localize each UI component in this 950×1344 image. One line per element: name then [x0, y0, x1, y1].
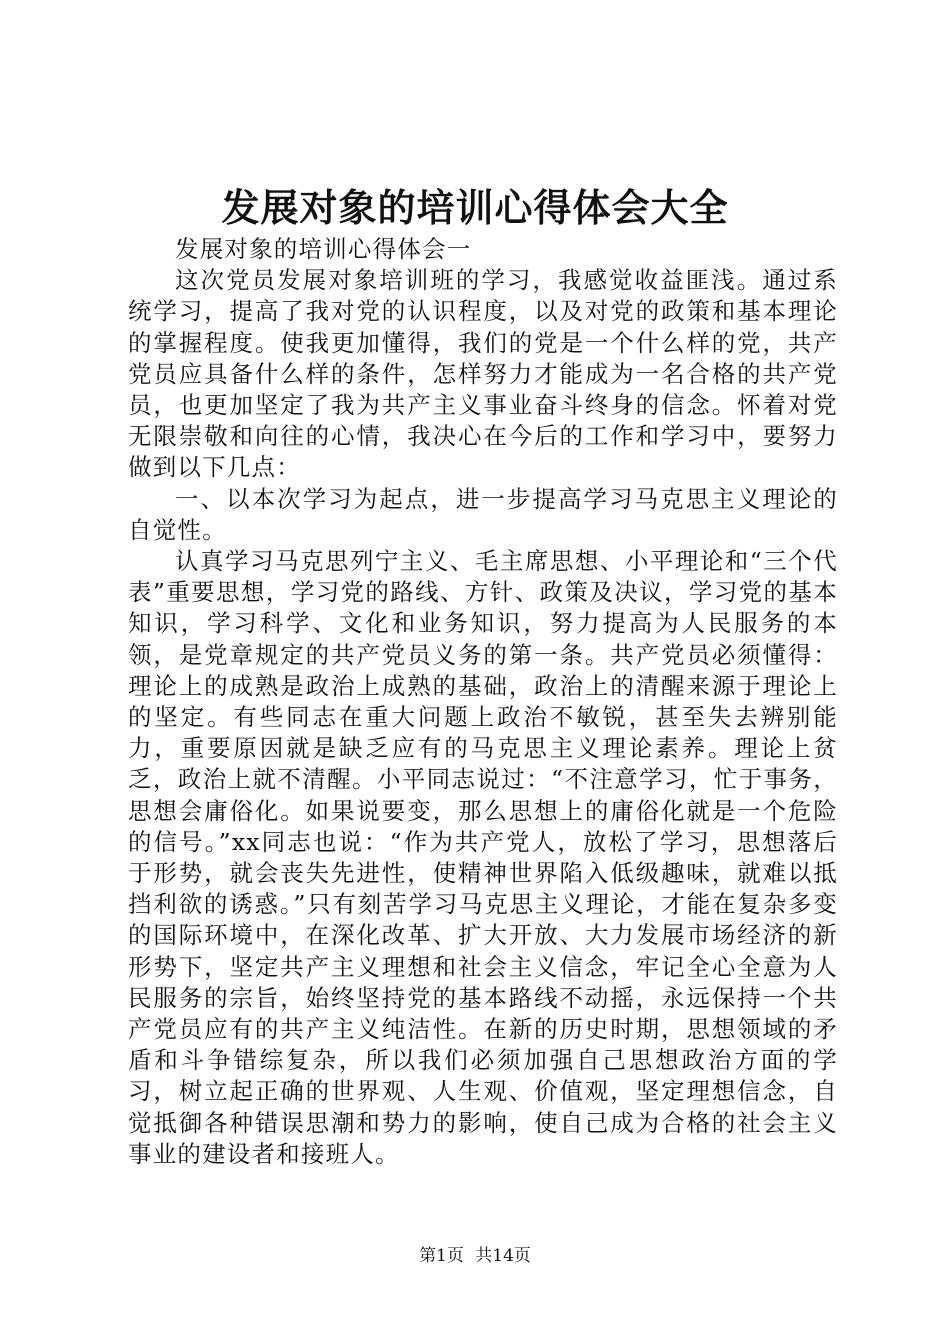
page-footer — [0, 1245, 950, 1267]
document-title: 发展对象的培训心得体会大全 — [221, 185, 729, 230]
paragraph: 这次党员发展对象培训班的学习，我感觉收益匪浅。通过系统学习，提高了我对党的认识程度，以及对党的政策和基本理论的掌握程度。使我更加懂得，我们的党是一个什么样的党，共产党员应具备什么样的条件，怎样努力才能成为一名合格的共产党员，也更加坚定了我为共产主义事业奋斗终身的信念。怀着对党无限崇敬和向往的心情，我决心在今后的工作和学习中，要努力做到以下几点： — [128, 266, 838, 482]
page-number: 第1页 — [419, 1246, 464, 1266]
section-heading: 发展对象的培训心得体会一 — [175, 235, 472, 263]
paragraph: 一、以本次学习为起点，进一步提高学习马克思主义理论的自觉性。 — [128, 484, 838, 544]
page-total: 共14页 — [475, 1246, 531, 1266]
paragraph: 认真学习马克思列宁主义、毛主席思想、小平理论和“三个代表”重要思想，学习党的路线、方针、政策及决议，学习党的基本知识，学习科学、文化和业务知识，努力提高为人民服务的本领，是党章规定的共产党员义务的第一条。共产党员必须懂得：理论上的成熟是政治上成熟的基础，政治上的清醒来源于理论上的坚定。有些同志在重大问题上政治不敏锐，甚至失去辨别能力，重要原因就是缺乏应有的马克思主义理论素养。理论上贫乏，政治上就不清醒。小平同志说过：“不注意学习，忙于事务，思想会庸俗化。如果说要变，那么思想上的庸俗化就是一个危险的信号。”xx同志也说：“作为共产党人，放松了学习，思想落后于形势，就会丧失先进性，使精神世界陷入低级趣味，就难以抵挡利欲的诱惑。”只有刻苦学习马克思主义理论，才能在复杂多变的国际环境中，在深化改革、扩大开放、大力发展市场经济的新形势下，坚定共产主义理想和社会主义信念，牢记全心全意为人民服务的宗旨，始终坚持党的基本路线不动摇，永远保持一个共产党员应有的共产主义纯洁性。在新的历史时期，思想领域的矛盾和斗争错综复杂，所以我们必须加强自己思想政治方面的学习，树立起正确的世界观、人生观、价值观，坚定理想信念，自觉抵御各种错误思潮和势力的影响，使自己成为合格的社会主义事业的建设者和接班人。 — [128, 547, 838, 1168]
document-body — [128, 234, 838, 1170]
